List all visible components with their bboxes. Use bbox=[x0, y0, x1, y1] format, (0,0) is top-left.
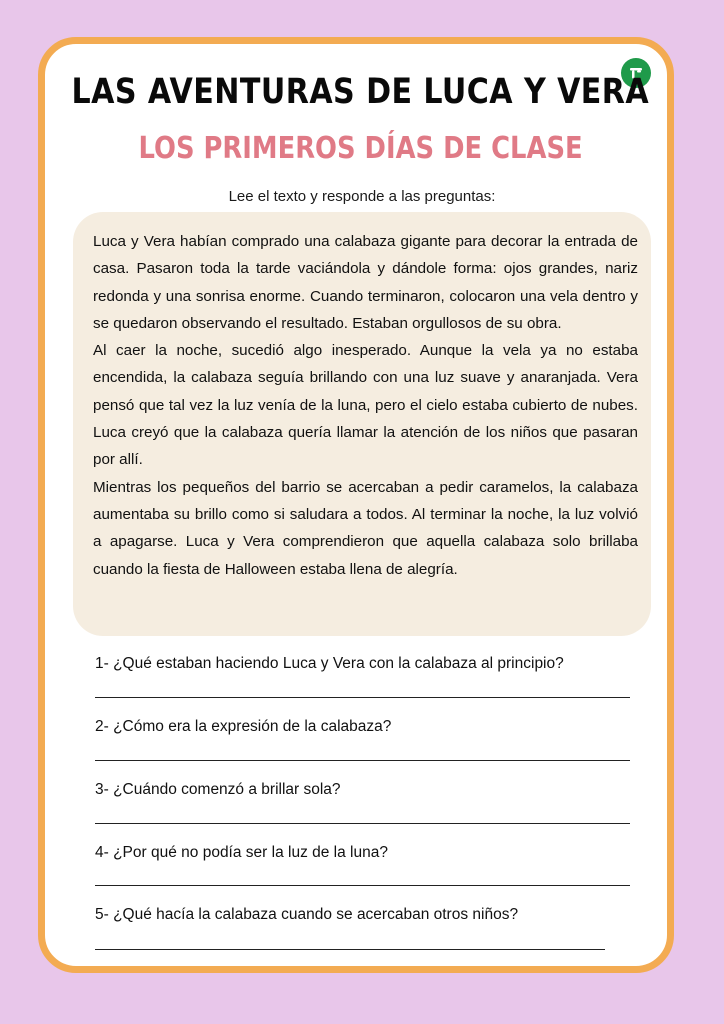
question-text: 5- ¿Qué hacía la calabaza cuando se acercaban otros niños? bbox=[95, 906, 519, 923]
page-subtitle: LOS PRIMEROS DÍAS DE CLASE bbox=[138, 131, 583, 166]
answer-line[interactable] bbox=[95, 949, 605, 950]
instructions: Lee el texto y responde a las preguntas: bbox=[228, 188, 496, 205]
question-5 bbox=[95, 906, 635, 924]
question-4 bbox=[95, 844, 635, 862]
answer-line[interactable] bbox=[95, 823, 630, 824]
page-title: LAS AVENTURAS DE LUCA Y VERA bbox=[71, 72, 650, 112]
question-text: 1- ¿Qué estaban haciendo Luca y Vera con la calabaza al principio? bbox=[95, 655, 564, 672]
reading-paragraph: Mientras los pequeños del barrio se acercaban a pedir caramelos, la calabaza aumentaba su brillo como si saludara a todos. Al terminar la noche, la luz volvió a apagarse. Luca y Vera comprendieron que aquella calabaza solo brillaba cuando la fiesta de Halloween estaba llena de alegría. bbox=[93, 478, 638, 578]
question-text: 4- ¿Por qué no podía ser la luz de la luna? bbox=[95, 844, 388, 861]
reading-paragraph: Al caer la noche, sucedió algo inesperado. Aunque la vela ya no estaba encendida, la calabaza seguía brillando con una luz suave y anaranjada. Vera pensó que tal vez la luz venía de la luna, pero el cielo estaba cubierto de nubes. Luca creyó que la calabaza quería llamar la atención de los niños que pasaran por allí. bbox=[93, 342, 638, 469]
reading-paragraph: Luca y Vera habían comprado una calabaza gigante para decorar la entrada de casa. Pasaron toda la tarde vaciándola y dándole forma: ojos grandes, nariz redonda y una sonrisa enorme. Cuando terminaron, colocaron una vela dentro y se quedaron observando el resultado. Estaban orgullosos de su obra. bbox=[93, 233, 638, 332]
question-text: 3- ¿Cuándo comenzó a brillar sola? bbox=[95, 781, 341, 798]
answer-line[interactable] bbox=[95, 760, 630, 761]
answer-line[interactable] bbox=[95, 697, 630, 698]
reading-text-box bbox=[73, 212, 651, 636]
question-3 bbox=[95, 781, 635, 799]
question-2 bbox=[95, 718, 635, 736]
question-text: 2- ¿Cómo era la expresión de la calabaza? bbox=[95, 718, 392, 735]
answer-line[interactable] bbox=[95, 885, 630, 886]
question-1 bbox=[95, 655, 635, 673]
